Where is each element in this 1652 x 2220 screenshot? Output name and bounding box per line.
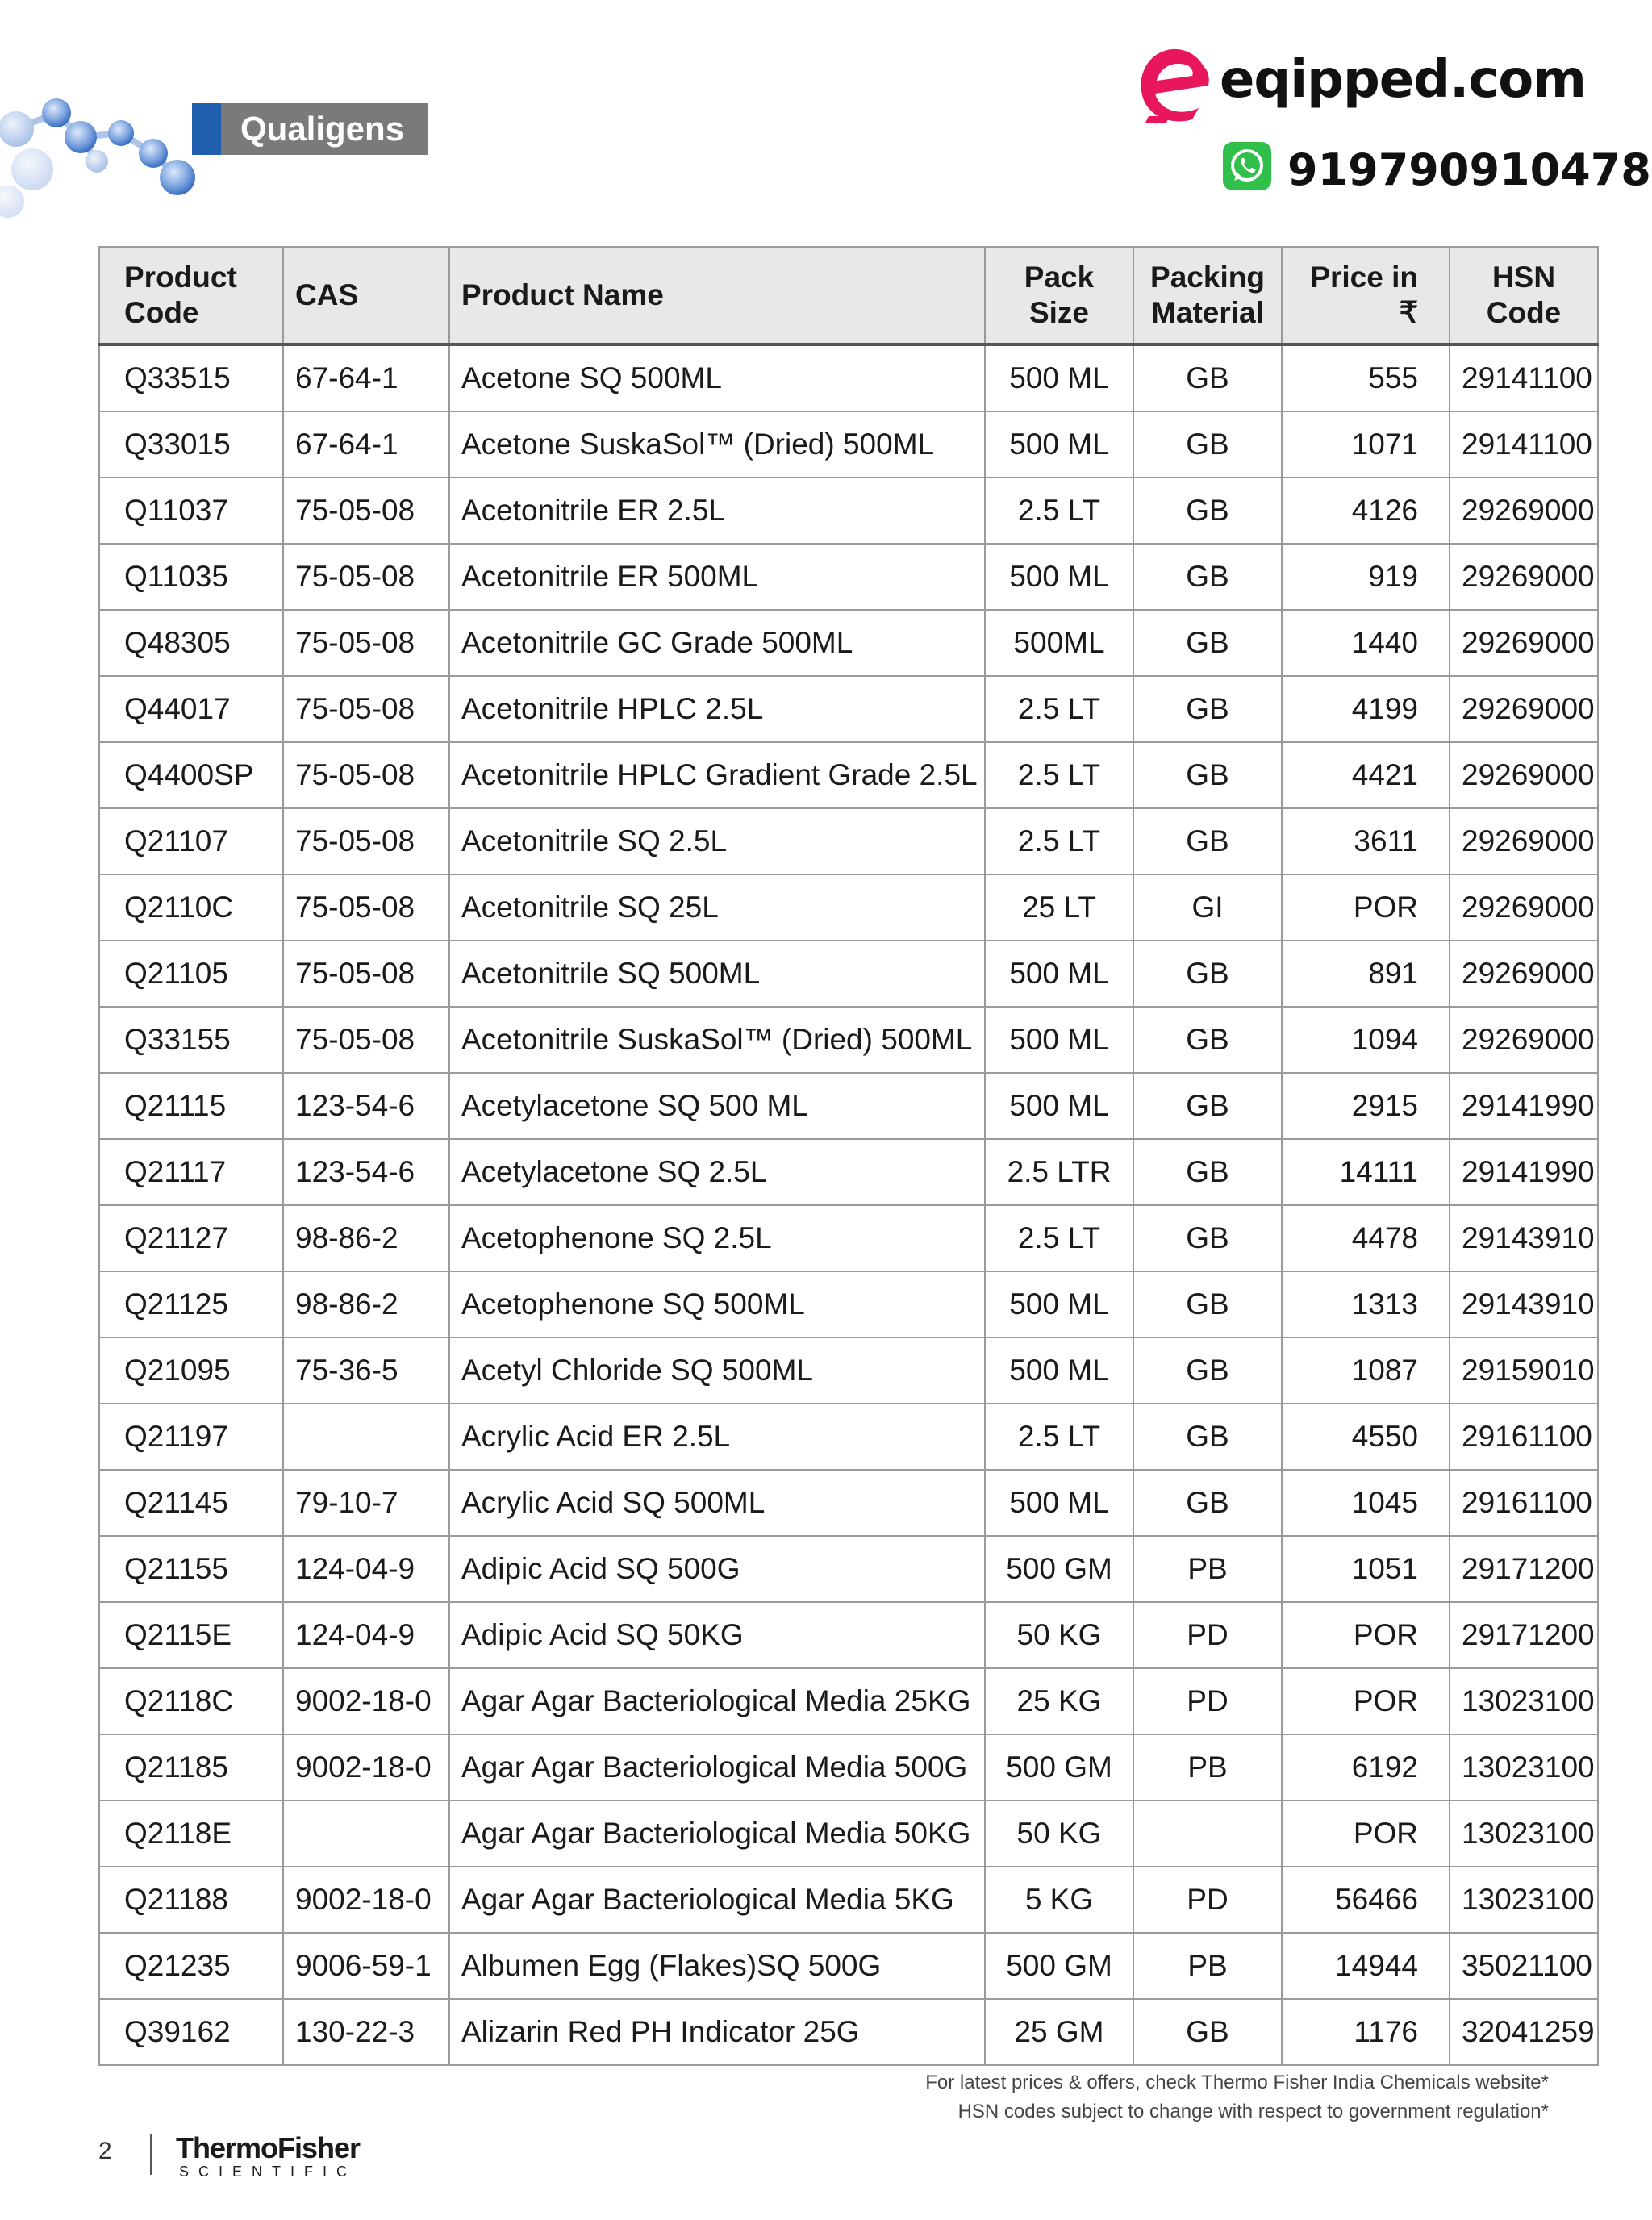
cell-pack-size: 25 GM [985,1999,1133,2065]
cell-price: 4550 [1282,1404,1450,1470]
cell-product-code: Q11035 [99,544,283,610]
table-header-row [99,247,1598,344]
cell-cas: 9006-59-1 [283,1933,449,1999]
whatsapp-phone: 919790910478 [1287,144,1651,195]
cell-packing-material: PB [1133,1933,1282,1999]
table-row [99,1999,1598,2065]
thermofisher-logo-sub: SCIENTIFIC [179,2164,357,2180]
cell-price: POR [1282,1602,1450,1668]
cell-hsn-code: 29161100 [1450,1470,1598,1536]
cell-pack-size: 500 ML [985,1337,1133,1404]
cell-packing-material: GB [1133,1205,1282,1271]
cell-product-name: Acrylic Acid ER 2.5L [449,1404,985,1470]
cell-hsn-code: 13023100 [1450,1668,1598,1734]
eqipped-site-name: eqipped.com [1220,50,1586,110]
cell-product-code: Q21115 [99,1073,283,1139]
cell-product-name: Acetylacetone SQ 2.5L [449,1139,985,1205]
cell-product-code: Q21127 [99,1205,283,1271]
cell-product-code: Q21105 [99,941,283,1007]
table-row [99,544,1598,610]
cell-product-name: Adipic Acid SQ 500G [449,1536,985,1602]
table-row [99,344,1598,411]
cell-pack-size: 2.5 LTR [985,1139,1133,1205]
cell-hsn-code: 29269000 [1450,610,1598,676]
cell-product-code: Q2110C [99,874,283,941]
cell-product-code: Q21235 [99,1933,283,1999]
cell-price: 6192 [1282,1734,1450,1801]
table-row [99,1205,1598,1271]
cell-packing-material: PB [1133,1536,1282,1602]
header-price: Price in ₹ [1282,247,1450,344]
cell-hsn-code: 29141990 [1450,1073,1598,1139]
cell-product-code: Q39162 [99,1999,283,2065]
cell-pack-size: 500 ML [985,544,1133,610]
eqipped-e-icon [1131,42,1220,131]
cell-product-name: Agar Agar Bacteriological Media 5KG [449,1867,985,1933]
page-number: 2 [98,2138,112,2164]
cell-product-name: Acetophenone SQ 2.5L [449,1205,985,1271]
cell-cas: 67-64-1 [283,411,449,478]
table-row [99,1734,1598,1801]
cell-hsn-code: 29269000 [1450,478,1598,544]
cell-cas: 123-54-6 [283,1073,449,1139]
cell-product-name: Acetonitrile HPLC Gradient Grade 2.5L [449,742,985,808]
cell-hsn-code: 29269000 [1450,874,1598,941]
cell-packing-material: GB [1133,742,1282,808]
cell-price: 1051 [1282,1536,1450,1602]
cell-packing-material: PD [1133,1867,1282,1933]
cell-pack-size: 500 ML [985,1271,1133,1337]
cell-price: 4199 [1282,676,1450,742]
cell-product-name: Acetonitrile SQ 25L [449,874,985,941]
cell-cas: 75-05-08 [283,676,449,742]
table-row [99,1867,1598,1933]
cell-price: 1313 [1282,1271,1450,1337]
cell-cas: 130-22-3 [283,1999,449,2065]
cell-product-name: Acetonitrile SQ 2.5L [449,808,985,874]
cell-product-name: Acetophenone SQ 500ML [449,1271,985,1337]
table-row [99,676,1598,742]
cell-cas: 75-05-08 [283,610,449,676]
cell-price: 1045 [1282,1470,1450,1536]
cell-product-code: Q21107 [99,808,283,874]
cell-product-code: Q33155 [99,1007,283,1073]
cell-product-code: Q21095 [99,1337,283,1404]
cell-cas: 79-10-7 [283,1470,449,1536]
cell-pack-size: 500 GM [985,1933,1133,1999]
table-row [99,1139,1598,1205]
cell-packing-material: GB [1133,676,1282,742]
cell-price: 14111 [1282,1139,1450,1205]
cell-packing-material: PB [1133,1734,1282,1801]
cell-hsn-code: 29143910 [1450,1205,1598,1271]
cell-price: 2915 [1282,1073,1450,1139]
price-table [98,246,1599,2066]
cell-hsn-code: 13023100 [1450,1867,1598,1933]
cell-packing-material: GB [1133,941,1282,1007]
cell-packing-material: GB [1133,1271,1282,1337]
cell-product-name: Acetonitrile GC Grade 500ML [449,610,985,676]
table-row [99,1337,1598,1404]
cell-packing-material: GB [1133,1139,1282,1205]
cell-packing-material: GB [1133,344,1282,411]
cell-packing-material: GB [1133,808,1282,874]
cell-hsn-code: 29269000 [1450,544,1598,610]
table-row [99,610,1598,676]
cell-cas: 9002-18-0 [283,1734,449,1801]
cell-product-code: Q11037 [99,478,283,544]
cell-pack-size: 2.5 LT [985,742,1133,808]
cell-cas: 124-04-9 [283,1536,449,1602]
table-row [99,478,1598,544]
table-row [99,1007,1598,1073]
cell-product-name: Acetonitrile ER 2.5L [449,478,985,544]
cell-price: 555 [1282,344,1450,411]
thermofisher-logo-name: ThermoFisher [176,2131,361,2164]
cell-pack-size: 500 ML [985,1073,1133,1139]
cell-price: 1440 [1282,610,1450,676]
cell-pack-size: 500 ML [985,344,1133,411]
brand-accent-bar [192,103,221,155]
cell-product-name: Acetyl Chloride SQ 500ML [449,1337,985,1404]
cell-hsn-code: 35021100 [1450,1933,1598,1999]
cell-product-name: Agar Agar Bacteriological Media 500G [449,1734,985,1801]
cell-hsn-code: 29269000 [1450,742,1598,808]
cell-packing-material: GB [1133,1470,1282,1536]
cell-cas [283,1801,449,1867]
cell-cas: 98-86-2 [283,1271,449,1337]
cell-packing-material: GB [1133,1007,1282,1073]
cell-hsn-code: 29171200 [1450,1602,1598,1668]
cell-hsn-code: 29171200 [1450,1536,1598,1602]
cell-pack-size: 25 LT [985,874,1133,941]
cell-pack-size: 500 ML [985,1470,1133,1536]
footnote-hsn: HSN codes subject to change with respect to government regulation* [957,2101,1549,2122]
cell-product-code: Q21155 [99,1536,283,1602]
cell-packing-material: PD [1133,1668,1282,1734]
table-row [99,1933,1598,1999]
cell-price: 891 [1282,941,1450,1007]
cell-product-name: Agar Agar Bacteriological Media 50KG [449,1801,985,1867]
cell-product-name: Albumen Egg (Flakes)SQ 500G [449,1933,985,1999]
cell-product-name: Agar Agar Bacteriological Media 25KG [449,1668,985,1734]
cell-cas: 75-05-08 [283,1007,449,1073]
cell-product-code: Q21197 [99,1404,283,1470]
table-row [99,1404,1598,1470]
cell-cas: 67-64-1 [283,344,449,411]
cell-price: 56466 [1282,1867,1450,1933]
cell-price: 1071 [1282,411,1450,478]
cell-pack-size: 500 ML [985,1007,1133,1073]
table-row [99,1602,1598,1668]
cell-price: 4478 [1282,1205,1450,1271]
cell-price: POR [1282,1668,1450,1734]
table-row [99,1470,1598,1536]
cell-hsn-code: 29269000 [1450,808,1598,874]
cell-product-code: Q44017 [99,676,283,742]
cell-pack-size: 2.5 LT [985,1205,1133,1271]
cell-price: POR [1282,1801,1450,1867]
cell-pack-size: 2.5 LT [985,478,1133,544]
cell-product-name: Acetonitrile SuskaSol™ (Dried) 500ML [449,1007,985,1073]
cell-pack-size: 2.5 LT [985,1404,1133,1470]
cell-packing-material: GB [1133,411,1282,478]
table-row [99,808,1598,874]
cell-hsn-code: 29161100 [1450,1404,1598,1470]
cell-hsn-code: 29159010 [1450,1337,1598,1404]
cell-packing-material: GB [1133,544,1282,610]
cell-product-name: Alizarin Red PH Indicator 25G [449,1999,985,2065]
cell-packing-material: PD [1133,1602,1282,1668]
cell-pack-size: 2.5 LT [985,808,1133,874]
table-row [99,1271,1598,1337]
cell-price: 1176 [1282,1999,1450,2065]
cell-price: 919 [1282,544,1450,610]
cell-cas: 75-05-08 [283,478,449,544]
whatsapp-icon [1223,142,1271,190]
cell-product-code: Q2118C [99,1668,283,1734]
cell-price: 4126 [1282,478,1450,544]
cell-product-code: Q21125 [99,1271,283,1337]
table-row [99,1536,1598,1602]
cell-hsn-code: 29143910 [1450,1271,1598,1337]
cell-pack-size: 500 GM [985,1536,1133,1602]
cell-cas: 98-86-2 [283,1205,449,1271]
cell-product-name: Acetone SuskaSol™ (Dried) 500ML [449,411,985,478]
cell-cas: 124-04-9 [283,1602,449,1668]
cell-packing-material: GB [1133,610,1282,676]
cell-price: 14944 [1282,1933,1450,1999]
table-row [99,411,1598,478]
cell-packing-material: GB [1133,478,1282,544]
cell-pack-size: 2.5 LT [985,676,1133,742]
brand-label: Qualigens [192,103,428,155]
table-row [99,874,1598,941]
cell-hsn-code: 29141100 [1450,411,1598,478]
cell-product-name: Acrylic Acid SQ 500ML [449,1470,985,1536]
table-row [99,742,1598,808]
cell-price: 4421 [1282,742,1450,808]
cell-product-code: Q2115E [99,1602,283,1668]
cell-hsn-code: 29141100 [1450,344,1598,411]
cell-packing-material: GI [1133,874,1282,941]
cell-pack-size: 25 KG [985,1668,1133,1734]
cell-product-code: Q33015 [99,411,283,478]
cell-packing-material: GB [1133,1999,1282,2065]
cell-hsn-code: 32041259 [1450,1999,1598,2065]
cell-product-code: Q21185 [99,1734,283,1801]
cell-cas: 75-36-5 [283,1337,449,1404]
cell-product-name: Acetylacetone SQ 500 ML [449,1073,985,1139]
cell-hsn-code: 29269000 [1450,676,1598,742]
cell-pack-size: 500ML [985,610,1133,676]
cell-cas [283,1404,449,1470]
cell-product-name: Acetone SQ 500ML [449,344,985,411]
cell-pack-size: 500 ML [985,941,1133,1007]
cell-product-name: Acetonitrile SQ 500ML [449,941,985,1007]
table-row [99,1073,1598,1139]
table-row [99,941,1598,1007]
cell-hsn-code: 13023100 [1450,1801,1598,1867]
footnote-prices: For latest prices & offers, check Thermo Fisher India Chemicals website* [925,2072,1549,2093]
cell-hsn-code: 13023100 [1450,1734,1598,1801]
cell-packing-material: GB [1133,1337,1282,1404]
cell-price: 1087 [1282,1337,1450,1404]
cell-price: 3611 [1282,808,1450,874]
cell-cas: 75-05-08 [283,544,449,610]
cell-packing-material [1133,1801,1282,1867]
cell-cas: 75-05-08 [283,941,449,1007]
cell-hsn-code: 29141990 [1450,1139,1598,1205]
cell-cas: 75-05-08 [283,874,449,941]
table-body [99,344,1598,2065]
cell-cas: 9002-18-0 [283,1867,449,1933]
cell-cas: 9002-18-0 [283,1668,449,1734]
cell-product-code: Q2118E [99,1801,283,1867]
cell-cas: 75-05-08 [283,742,449,808]
cell-product-code: Q4400SP [99,742,283,808]
cell-pack-size: 500 ML [985,411,1133,478]
footer-divider [150,2134,152,2175]
cell-pack-size: 50 KG [985,1801,1133,1867]
cell-cas: 123-54-6 [283,1139,449,1205]
cell-packing-material: GB [1133,1073,1282,1139]
cell-product-code: Q21117 [99,1139,283,1205]
header-hsn-code: HSN Code [1450,247,1598,344]
header-pack-size: Pack Size [985,247,1133,344]
cell-pack-size: 500 GM [985,1734,1133,1801]
cell-product-code: Q48305 [99,610,283,676]
header-product-code: Product Code [99,247,283,344]
header-product-name: Product Name [449,247,985,344]
cell-packing-material: GB [1133,1404,1282,1470]
cell-pack-size: 5 KG [985,1867,1133,1933]
header-cas: CAS [283,247,449,344]
header-packing-material: Packing Material [1133,247,1282,344]
cell-hsn-code: 29269000 [1450,1007,1598,1073]
cell-cas: 75-05-08 [283,808,449,874]
cell-product-name: Acetonitrile HPLC 2.5L [449,676,985,742]
cell-price: 1094 [1282,1007,1450,1073]
table-row [99,1801,1598,1867]
cell-product-name: Acetonitrile ER 500ML [449,544,985,610]
cell-hsn-code: 29269000 [1450,941,1598,1007]
cell-price: POR [1282,874,1450,941]
cell-product-code: Q21145 [99,1470,283,1536]
cell-pack-size: 50 KG [985,1602,1133,1668]
cell-product-name: Adipic Acid SQ 50KG [449,1602,985,1668]
cell-product-code: Q21188 [99,1867,283,1933]
cell-product-code: Q33515 [99,344,283,411]
table-row [99,1668,1598,1734]
